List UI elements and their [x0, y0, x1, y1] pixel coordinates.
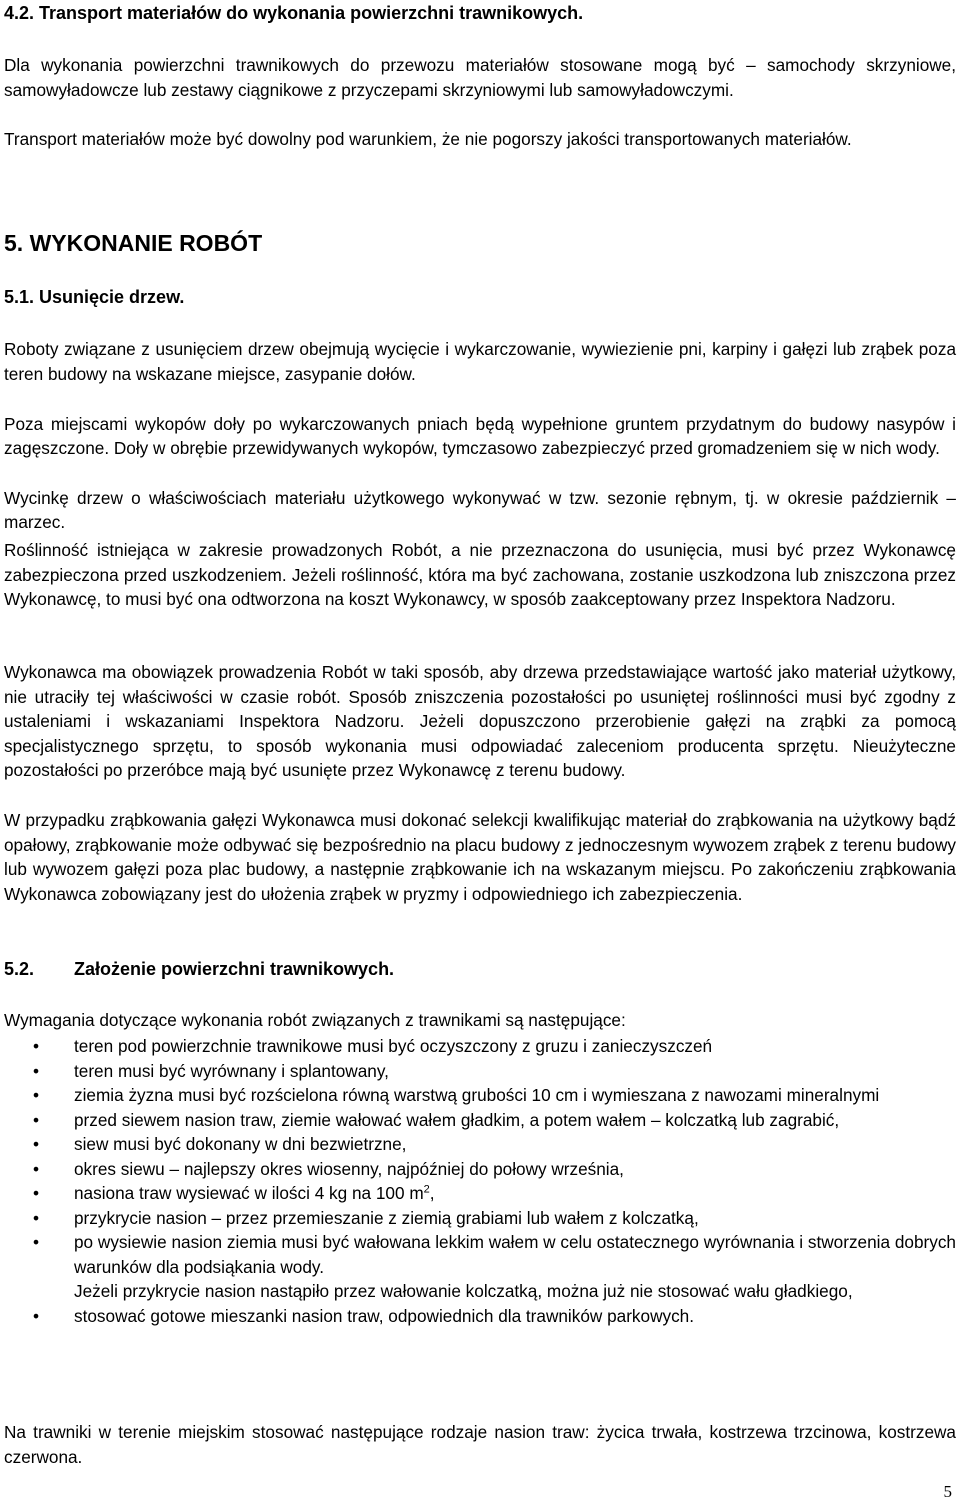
- bullet-icon: •: [33, 1134, 40, 1154]
- section-5-1-paragraph-5: Wykonawca ma obowiązek prowadzenia Robót w taki sposób, aby drzewa przedstawiające wartość jako materiał użytkowy, nie utraciły tej właściwości w czasie robót. Sposób zniszczenia pozostałości po usuniętej roślinności musi być zgodny z ustaleniami i wskazaniami Inspektora Nadzoru. Jeżeli dopuszczono przerobienie gałęzi na zrąbki za pomocą specjalistycznego sprzętu, to sposób wykonania musi odpowiadać zaleceniom producenta sprzętu. Nieużyteczne pozostałości po przeróbce mają być usunięte przez Wykonawcę z terenu budowy.: [4, 662, 956, 780]
- list-note: Jeżeli przykrycie nasion nastąpiło przez wałowanie kolczatką, można już nie stosować wału gładkiego,: [74, 1281, 853, 1301]
- list-item: • stosować gotowe mieszanki nasion traw, odpowiednich dla trawników parkowych.: [4, 1304, 956, 1329]
- list-item: • teren musi być wyrównany i splantowany,: [4, 1059, 956, 1084]
- section-5-heading: 5. WYKONANIE ROBÓT: [4, 230, 263, 256]
- section-5-2-closing: Na trawniki w terenie miejskim stosować następujące rodzaje nasion traw: życica trwała, kostrzewa trzcinowa, kostrzewa czerwona.: [4, 1422, 956, 1467]
- section-5-1-paragraph-4: Roślinność istniejąca w zakresie prowadzonych Robót, a nie przeznaczona do usunięcia, musi być przez Wykonawcę zabezpieczona przed uszkodzeniem. Jeżeli roślinność, która ma być zachowana, zostanie uszkodzona lub zniszczona przez Wykonawcę, to musi być ona odtworzona na koszt Wykonawcy, w sposób zaakceptowany przez Inspektora Nadzoru.: [4, 540, 956, 609]
- section-5-2-intro: Wymagania dotyczące wykonania robót związanych z trawnikami są następujące:: [4, 1010, 626, 1030]
- list-item: • po wysiewie nasion ziemia musi być wałowana lekkim wałem w celu ostatecznego wyrównania i stworzenia dobrych warunków dla podsiąkania wody.: [33, 1232, 956, 1277]
- section-5-1-paragraph-6: W przypadku zrąbkowania gałęzi Wykonawca musi dokonać selekcji kwalifikując materiał do zrąbkowania na użytkowy bądź opałowy, zrąbkowanie może odbywać się bezpośrednio na placu budowy z jednoczesnym wywozem zrąbek z terenu budowy lub wywozem gałęzi poza plac budowy, a następnie zrąbkowanie ich na wskazanym miejscu. Po zakończeniu zrąbkowania Wykonawca zobowiązany jest do ułożenia zrąbek w pryzmy i odpowiedniego ich zabezpieczenia.: [4, 810, 956, 904]
- section-4-2-paragraph-2: Transport materiałów może być dowolny pod warunkiem, że nie pogorszy jakości transportowanych materiałów.: [4, 129, 852, 149]
- list-item: • okres siewu – najlepszy okres wiosenny, najpóźniej do połowy września,: [4, 1157, 956, 1182]
- list-item: • przykrycie nasion – przez przemieszanie z ziemią grabiami lub wałem z kolczatką,: [4, 1206, 956, 1231]
- bullet-icon: •: [33, 1183, 40, 1203]
- bullet-icon: •: [33, 1085, 40, 1105]
- bullet-icon: •: [33, 1158, 40, 1179]
- section-5-2-number: 5.2.: [4, 959, 35, 979]
- bullet-icon: •: [33, 1036, 40, 1056]
- requirements-list: [4, 1034, 956, 1328]
- section-5-1-paragraph-2: Poza miejscami wykopów doły po wykarczowanych pniach będą wypełnione gruntem przydatnym do budowy nasypów i zagęszczone. Doły w obrębie przewidywanych wykopów, tymczasowo zabezpieczyć przed gromadzeniem się w nich wody.: [4, 414, 956, 458]
- bullet-icon: •: [33, 1109, 40, 1130]
- page-number: 5: [943, 1482, 952, 1501]
- section-5-2-heading: [4, 958, 394, 980]
- list-item: • ziemia żyzna musi być rozścielona równą warstwą grubości 10 cm i wymieszana z nawozami mineralnymi: [4, 1083, 956, 1108]
- bullet-icon: •: [33, 1232, 40, 1252]
- section-5-1-paragraph-1: Roboty związane z usunięciem drzew obejmują wycięcie i wykarczowanie, wywiezienie pni, karpiny i gałęzi lub zrąbek poza teren budowy na wskazane miejsce, zasypanie dołów.: [4, 339, 956, 384]
- list-item: • przed siewem nasion traw, ziemie wałować wałem gładkim, a potem wałem – kolczatką lub zagrabić,: [4, 1108, 956, 1133]
- superscript: 2: [423, 1183, 430, 1196]
- bullet-icon: •: [33, 1060, 40, 1081]
- list-item: • teren pod powierzchnie trawnikowe musi być oczyszczony z gruzu i zanieczyszczeń: [4, 1034, 956, 1059]
- bullet-icon: •: [33, 1207, 40, 1228]
- section-4-2-heading: 4.2. Transport materiałów do wykonania powierzchni trawnikowych.: [4, 3, 584, 23]
- list-item: • nasiona traw wysiewać w ilości 4 kg na 100 $m^2$,: [4, 1181, 956, 1206]
- section-4-2-paragraph-1: Dla wykonania powierzchni trawnikowych do przewozu materiałów stosowane mogą być – samochody skrzyniowe, samowyładowcze lub zestawy ciągnikowe z przyczepami skrzyniowymi lub samowyładowczymi.: [4, 55, 956, 100]
- section-5-1-paragraph-3: Wycinkę drzew o właściwościach materiału użytkowego wykonywać w tzw. sezonie rębnym, tj. w okresie październik – marzec.: [4, 488, 956, 532]
- list-item: • siew musi być dokonany w dni bezwietrzne,: [4, 1132, 956, 1157]
- section-5-2-title: Założenie powierzchni trawnikowych.: [74, 959, 395, 979]
- bullet-icon: •: [33, 1305, 40, 1326]
- section-5-1-heading: 5.1. Usunięcie drzew.: [4, 287, 185, 307]
